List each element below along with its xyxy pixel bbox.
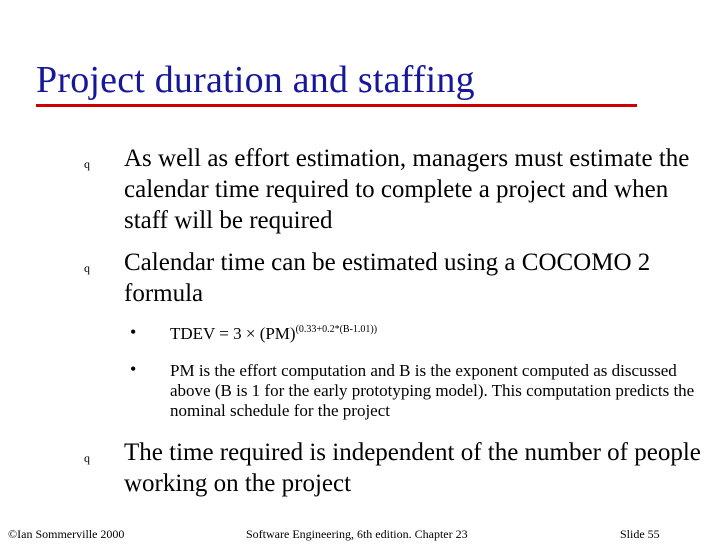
bullet-marker-3: q	[84, 451, 90, 465]
title-underline	[36, 104, 637, 107]
formula-main: TDEV = 3 × (PM)	[170, 324, 296, 343]
formula-exponent: (0.33+0.2*(B-1.01))	[295, 324, 378, 335]
sub-bullet-marker-1: •	[130, 322, 137, 342]
footer-slide-number: Slide 55	[620, 527, 660, 541]
sub-bullet-1-formula	[170, 324, 715, 344]
footer-copyright: ©Ian Sommerville 2000	[8, 527, 125, 541]
bullet-3-text: The time required is independent of the number of people working on the project	[124, 439, 701, 497]
sub-bullet-2-text: PM is the effort computation and B is the exponent computed as discussed above (B is 1 for the early prototyping model). This computation predicts the nominal schedule for the project	[170, 361, 695, 420]
sub-bullet-marker-2: •	[130, 359, 137, 379]
slide-title: Project duration and staffing	[36, 59, 475, 101]
bullet-1-text: As well as effort estimation, managers must estimate the calendar time required to complete a project and when staff will be required	[124, 145, 690, 234]
bullet-marker-1: q	[84, 157, 90, 171]
bullet-2-text: Calendar time can be estimated using a COCOMO 2 formula	[124, 249, 651, 307]
footer-book-title: Software Engineering, 6th edition. Chapter 23	[246, 527, 468, 541]
bullet-marker-2: q	[84, 261, 90, 275]
